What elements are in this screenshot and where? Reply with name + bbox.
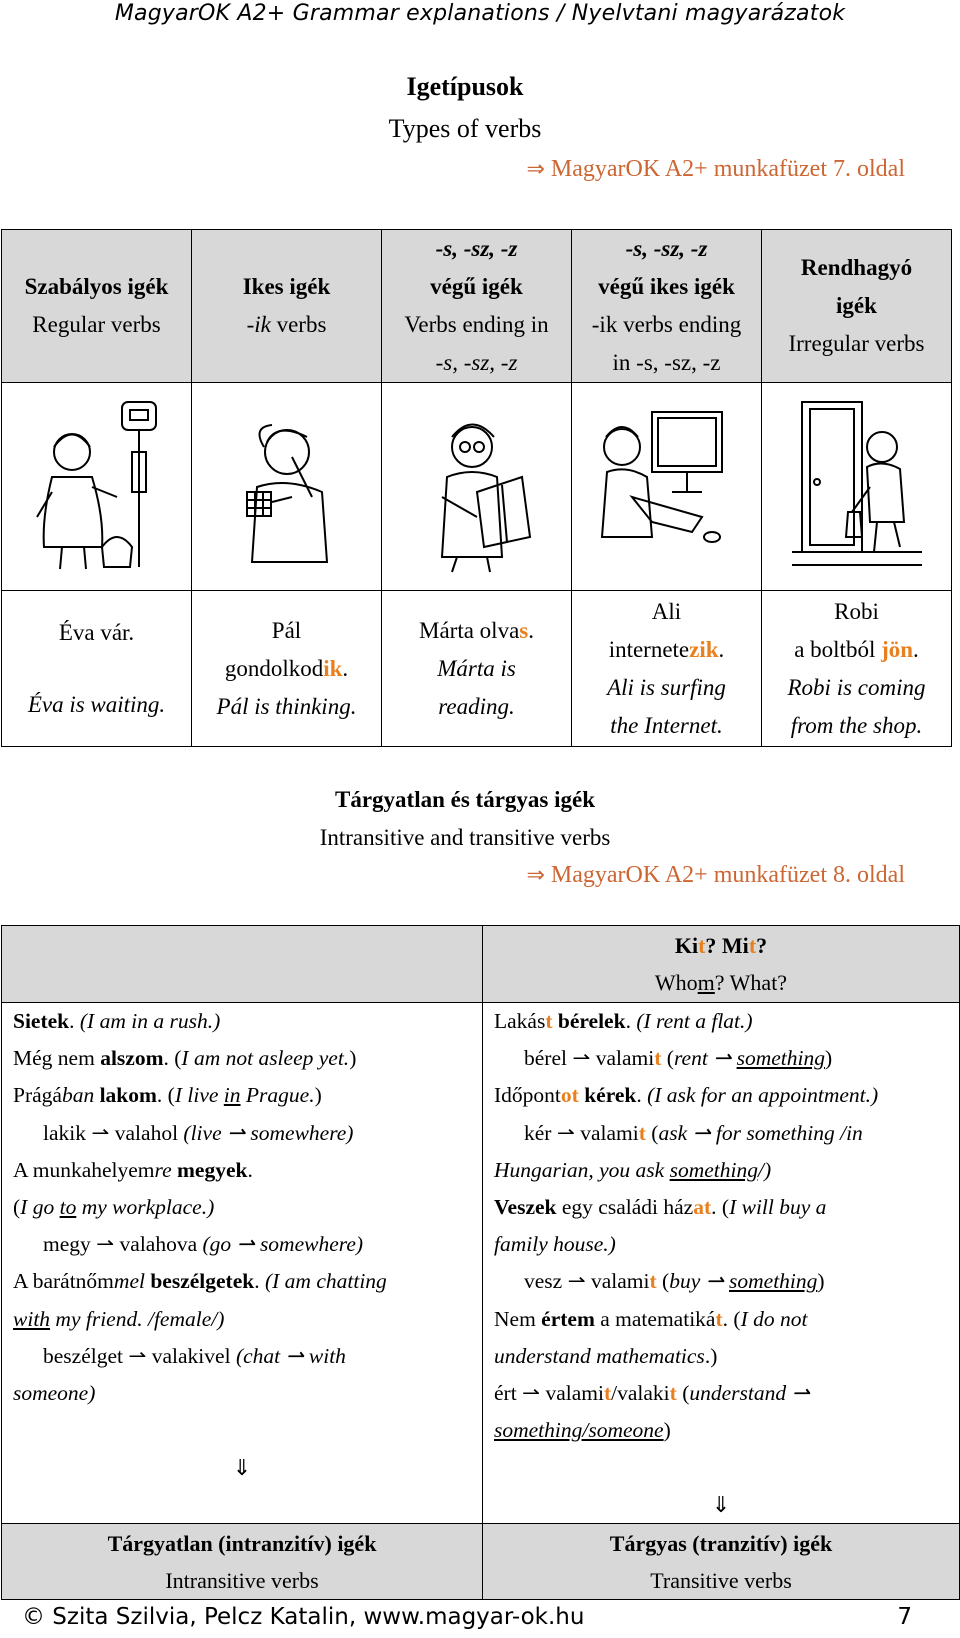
transitive-label: Tárgyas (tranzitív) igék Transitive verbs — [483, 1524, 960, 1600]
example-eva: Éva vár. Éva is waiting. — [2, 591, 192, 747]
down-arrow-icon: ⇓ — [711, 1492, 731, 1518]
page-number: 7 — [897, 1604, 912, 1630]
title2-en: Intransitive and transitive verbs — [319, 825, 611, 850]
workbook-reference-2: ⇒ MagyarOK A2+ munkafüzet 8. oldal — [526, 862, 905, 888]
example-robi: Robi a boltból jön. Robi is coming from the shop. — [762, 591, 952, 747]
transitivity-table — [1, 925, 960, 1600]
col-header-regular: Szabályos igék Regular verbs — [2, 230, 192, 383]
right-header-questions: Kit? Mit? Whom? What? — [483, 926, 960, 1003]
intransitive-examples: Sietek. (I am in a rush.) Még nem alszom. (I am not asleep yet.) Prágában lakom. (I live in Prague.) lakik ⇀ valahol (live ⇀ somewhere) A munkahelyemre megyek. (I go to my workplace.) megy ⇀ valahova (go ⇀ somewhere) A barátnőmmel beszélgetek. (I am chatting with my friend. /female/) beszélget ⇀ valakivel (chat ⇀ with someone) ⇓ — [2, 1003, 483, 1524]
workbook-reference: ⇒ MagyarOK A2+ munkafüzet 7. oldal — [526, 156, 905, 182]
woman-waiting-at-bus-stop-icon — [2, 383, 192, 591]
col-header-irregular: Rendhagyó igék Irregular verbs — [762, 230, 952, 383]
left-header-empty — [2, 926, 483, 1003]
double-arrow-icon: ⇒ — [526, 156, 545, 181]
example-marta: Márta olvas. Márta is reading. — [382, 591, 572, 747]
example-ali: Ali internetezik. Ali is surfing the Internet. — [572, 591, 762, 747]
transitive-examples: Lakást bérelek. (I rent a flat.) bérel ⇀ valamit (rent ⇀ something) Időpontot kérek. (I ask for an appointment.) kér ⇀ valamit (ask ⇀ for something /in Hungarian, you ask something/) Veszek egy családi házat. (I will buy a family house.) vesz ⇀ valamit (buy ⇀ something) Nem értem a matematikát. (I do not understand mathematics.) ért ⇀ valamit/valakit (understand ⇀ something/someone) ⇓ — [483, 1003, 960, 1524]
section2-title — [0, 783, 930, 855]
title-en: Types of verbs — [388, 114, 542, 143]
man-thinking-icon — [192, 383, 382, 591]
col-header-ik-s-sz-z: -s, -sz, -z végű ikes igék -ik verbs ending in -s, -sz, -z — [572, 230, 762, 383]
woman-reading-icon — [382, 383, 572, 591]
page-header: MagyarOK A2+ Grammar explanations / Nyelvtani magyarázatok — [114, 1, 846, 26]
title2-hu: Tárgyatlan és tárgyas igék — [334, 787, 595, 812]
man-at-computer-icon — [572, 383, 762, 591]
section-title — [0, 70, 930, 146]
man-entering-door-icon — [762, 383, 952, 591]
col-header-ik: Ikes igék -ik verbs — [192, 230, 382, 383]
page-footer — [22, 1604, 912, 1630]
copyright: © Szita Szilvia, Pelcz Katalin, www.magyar-ok.hu — [22, 1604, 585, 1630]
example-pal: Pál gondolkodik. Pál is thinking. — [192, 591, 382, 747]
double-arrow-icon: ⇒ — [526, 862, 545, 887]
intransitive-label: Tárgyatlan (intranzitív) igék Intransitive verbs — [2, 1524, 483, 1600]
title-hu: Igetípusok — [406, 72, 524, 101]
col-header-s-sz-z: -s, -sz, -z végű igék Verbs ending in -s, -sz, -z — [382, 230, 572, 383]
down-arrow-icon: ⇓ — [232, 1455, 252, 1481]
verb-types-table — [1, 229, 952, 747]
